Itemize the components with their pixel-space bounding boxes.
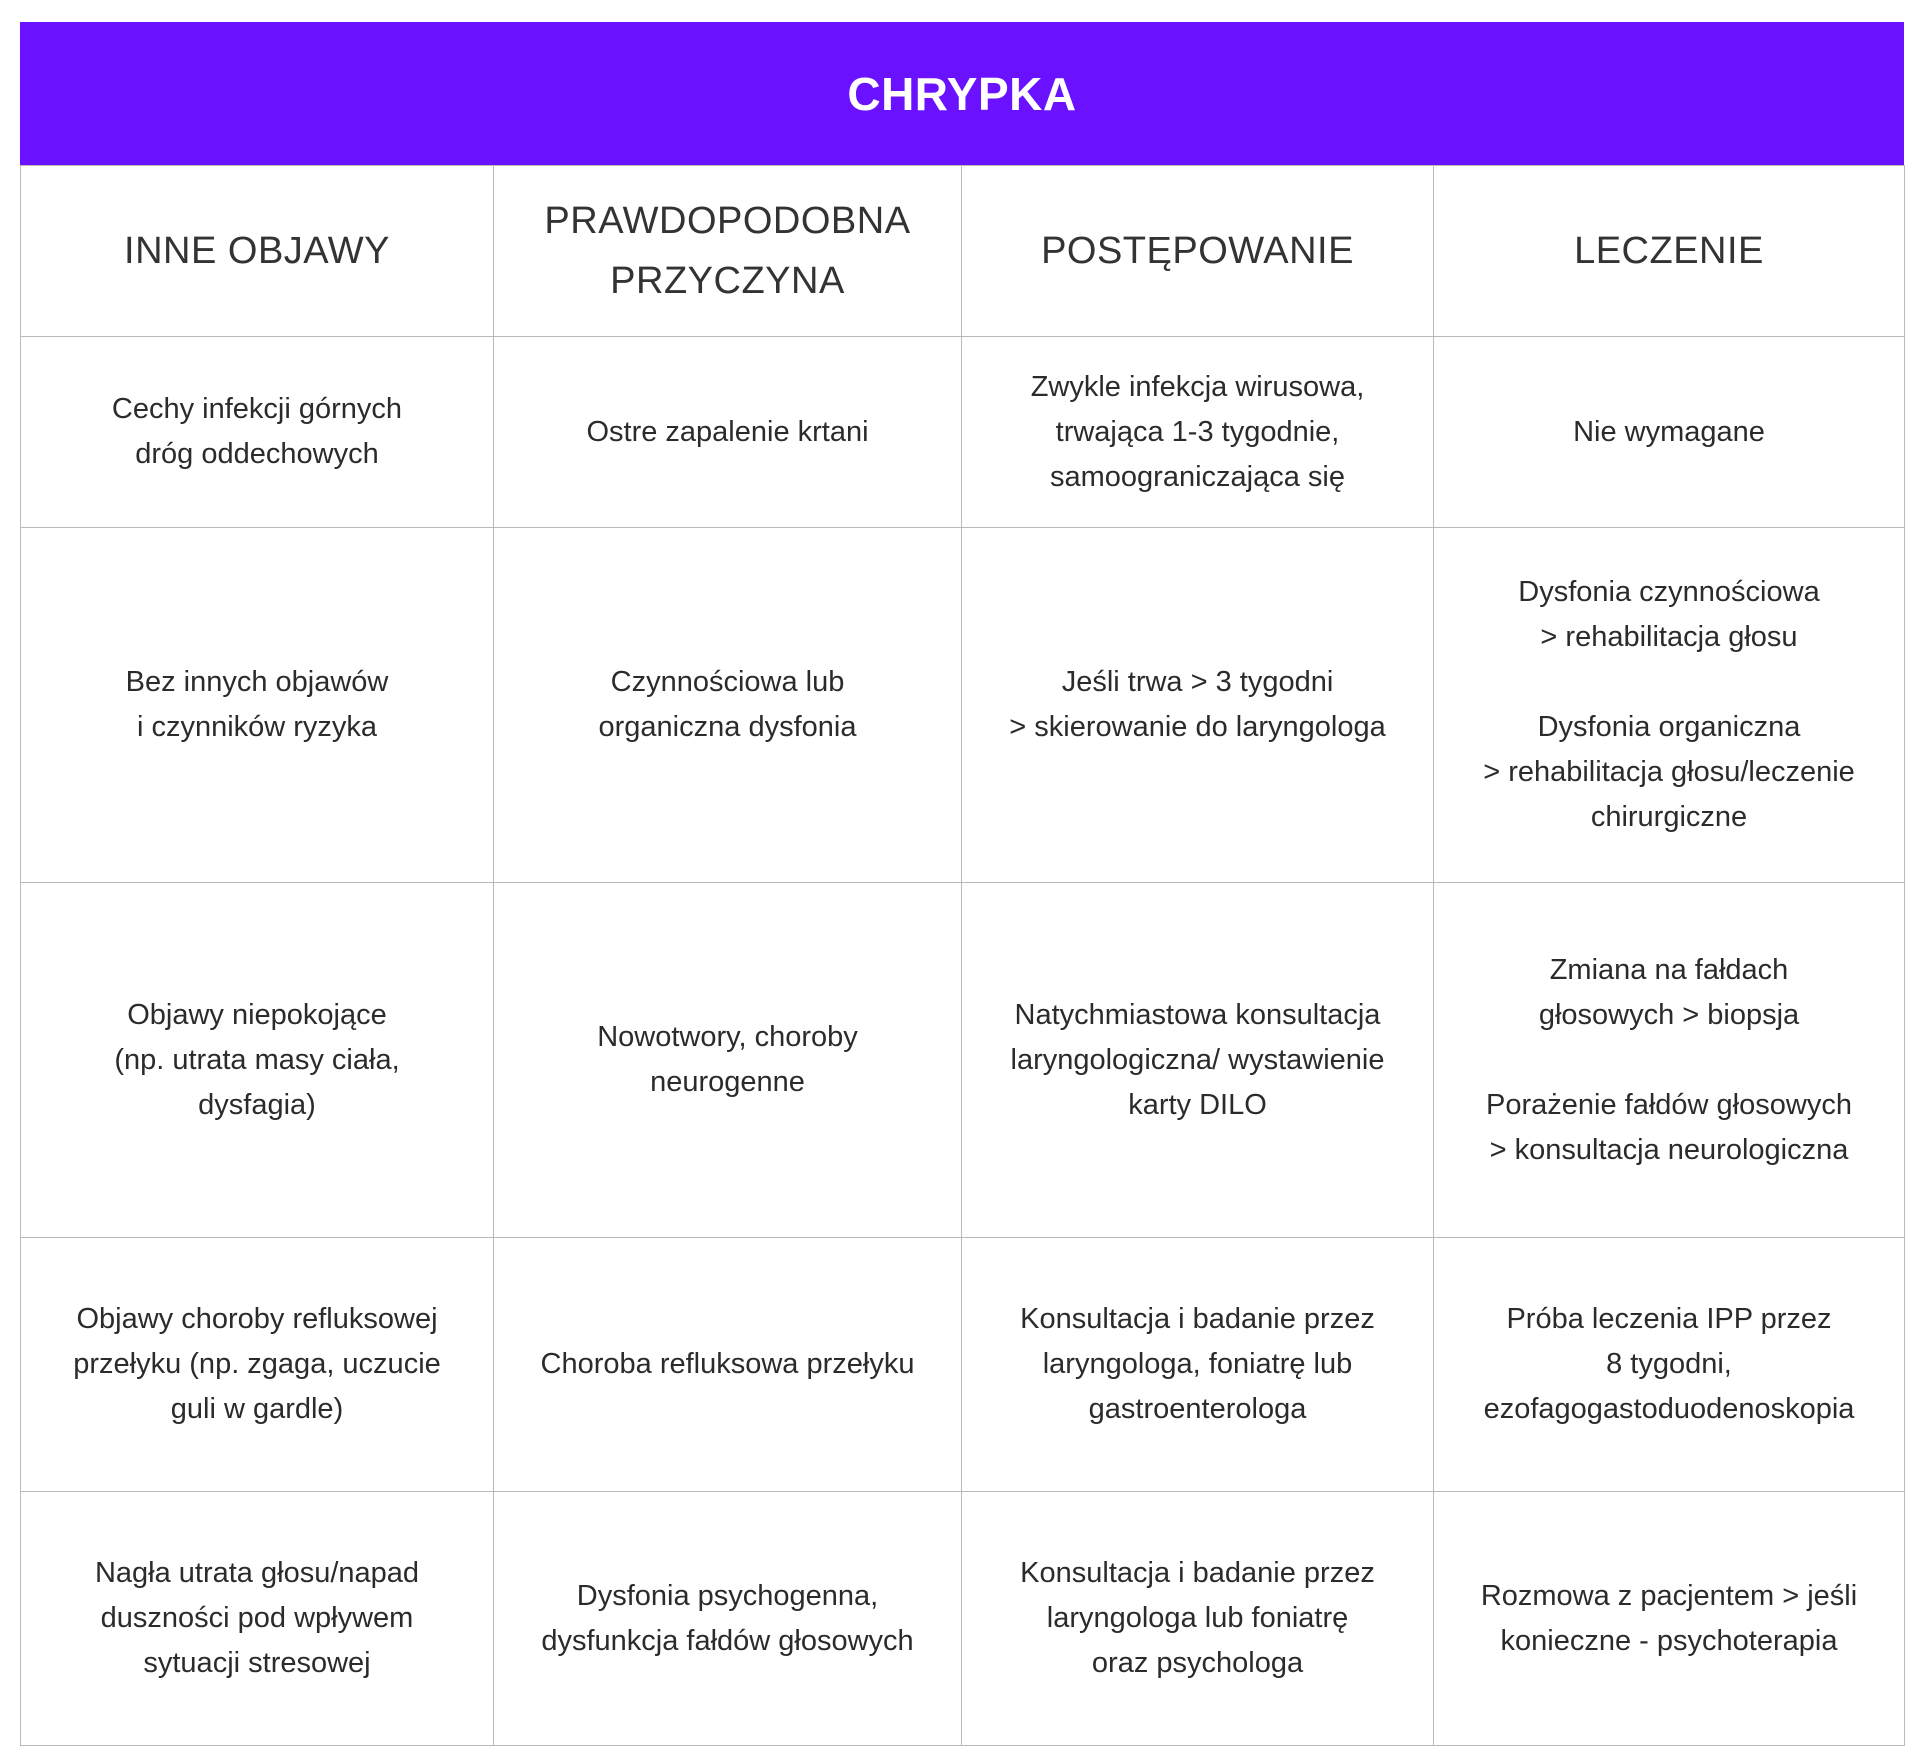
table-row <box>21 1492 1905 1746</box>
treatment-line-a: Nie wymagane <box>1573 415 1765 448</box>
data-grid <box>20 165 1905 1746</box>
cell-treatment <box>1434 883 1905 1238</box>
cell-symptoms: Bez innych objawów i czynników ryzyka <box>21 528 494 883</box>
header-treatment: LECZENIE <box>1434 166 1905 337</box>
cell-cause: Nowotwory, choroby neurogenne <box>494 883 962 1238</box>
table-row <box>21 1238 1905 1492</box>
treatment-line-a: Próba leczenia IPP przez 8 tygodni, ezofagogastoduodenoskopia <box>1483 1303 1855 1425</box>
table-title: CHRYPKA <box>20 22 1904 165</box>
cell-procedure: Natychmiastowa konsultacja laryngologiczna/ wystawienie karty DILO <box>962 883 1434 1238</box>
cell-cause: Czynnościowa lub organiczna dysfonia <box>494 528 962 883</box>
cell-procedure: Zwykle infekcja wirusowa, trwająca 1-3 tygodnie, samoograniczająca się <box>962 337 1434 528</box>
table-row <box>21 883 1905 1238</box>
cell-procedure: Konsultacja i badanie przez laryngologa, foniatrę lub gastroenterologa <box>962 1238 1434 1492</box>
cell-treatment <box>1434 1492 1905 1746</box>
header-other-symptoms: INNE OBJAWY <box>21 166 494 337</box>
cell-symptoms: Objawy niepokojące (np. utrata masy ciała, dysfagia) <box>21 883 494 1238</box>
table-row <box>21 528 1905 883</box>
cell-treatment <box>1434 337 1905 528</box>
header-row <box>21 166 1905 337</box>
cell-symptoms: Cechy infekcji górnych dróg oddechowych <box>21 337 494 528</box>
cell-cause: Dysfonia psychogenna, dysfunkcja fałdów głosowych <box>494 1492 962 1746</box>
header-probable-cause: PRAWDOPODOBNA PRZYCZYNA <box>494 166 962 337</box>
treatment-line-a: Zmiana na fałdach głosowych > biopsja <box>1538 953 1800 1031</box>
treatment-line-b: Porażenie fałdów głosowych > konsultacja neurologiczna <box>1486 1088 1852 1166</box>
header-procedure: POSTĘPOWANIE <box>962 166 1434 337</box>
table-row <box>21 337 1905 528</box>
cell-cause: Choroba refluksowa przełyku <box>494 1238 962 1492</box>
cell-procedure: Konsultacja i badanie przez laryngologa lub foniatrę oraz psychologa <box>962 1492 1434 1746</box>
treatment-line-a: Rozmowa z pacjentem > jeśli konieczne - psychoterapia <box>1480 1579 1858 1657</box>
cell-cause: Ostre zapalenie krtani <box>494 337 962 528</box>
cell-symptoms: Nagła utrata głosu/napad duszności pod wpływem sytuacji stresowej <box>21 1492 494 1746</box>
cell-procedure: Jeśli trwa > 3 tygodni > skierowanie do laryngologa <box>962 528 1434 883</box>
cell-treatment <box>1434 528 1905 883</box>
cell-treatment <box>1434 1238 1905 1492</box>
cell-symptoms: Objawy choroby refluksowej przełyku (np. zgaga, uczucie guli w gardle) <box>21 1238 494 1492</box>
treatment-line-b: Dysfonia organiczna > rehabilitacja głosu/leczenie chirurgiczne <box>1483 711 1855 833</box>
hoarseness-table <box>20 22 1904 1746</box>
treatment-line-a: Dysfonia czynnościowa > rehabilitacja głosu <box>1518 576 1820 653</box>
